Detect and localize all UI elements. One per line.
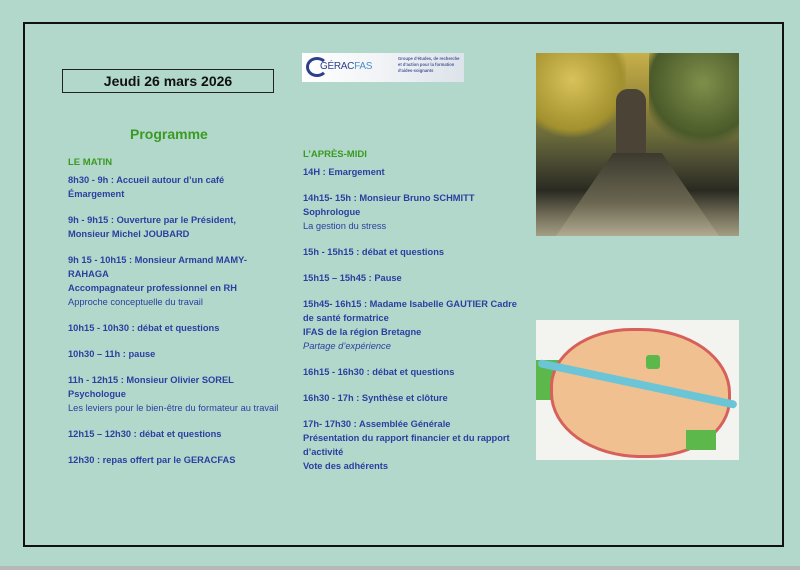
item-time-title: 15h - 15h15 : débat et questions	[303, 247, 445, 257]
schedule-item	[68, 253, 283, 309]
schedule-item	[303, 417, 518, 473]
schedule-item	[303, 165, 518, 179]
item-time-title: 16h30 - 17h : Synthèse et clôture	[303, 393, 448, 403]
item-time-title: 12h30 : repas offert par le GERACFAS	[68, 455, 236, 465]
item-speaker-role: Psychologue	[68, 389, 126, 399]
item-speaker-role: Sophrologue	[303, 207, 361, 217]
schedule-item	[303, 365, 518, 379]
schedule-item	[68, 347, 283, 361]
photo-pool	[556, 153, 719, 236]
item-time-title: 8h30 - 9h : Accueil autour d’un café	[68, 175, 225, 185]
event-date: Jeudi 26 mars 2026	[62, 69, 274, 93]
schedule-item	[303, 297, 518, 353]
logo-name-part1: GÉRAC	[320, 61, 355, 72]
geracfas-logo	[302, 53, 464, 82]
item-time-title: 17h- 17h30 : Assemblée Générale	[303, 419, 451, 429]
item-topic: Approche conceptuelle du travail	[68, 297, 203, 307]
schedule-item	[303, 271, 518, 285]
item-detail: Vote des adhérents	[303, 461, 389, 471]
item-time-title: 12h15 – 12h30 : débat et questions	[68, 429, 222, 439]
photo-fountain	[616, 89, 646, 155]
schedule-item	[303, 245, 518, 259]
item-detail: Monsieur Michel JOUBARD	[68, 229, 190, 239]
schedule-item	[303, 391, 518, 405]
map-park	[646, 355, 660, 369]
item-speaker-org: IFAS de la région Bretagne	[303, 327, 422, 337]
schedule-item	[68, 373, 283, 415]
item-topic: La gestion du stress	[303, 221, 387, 231]
schedule-item	[68, 213, 283, 241]
logo-name-part2: FAS	[354, 61, 373, 72]
bottom-strip	[0, 566, 800, 570]
item-time-title: 10h15 - 10h30 : débat et questions	[68, 323, 220, 333]
logo-tagline: Groupe d'études, de recherche et d'action pour la formation d'aides-soignants	[398, 56, 460, 73]
logo-name	[320, 61, 372, 72]
schedule-item	[68, 173, 283, 201]
schedule-item	[303, 191, 518, 233]
item-time-title: 15h15 – 15h45 : Pause	[303, 273, 402, 283]
map-park	[686, 430, 716, 450]
item-time-title: 9h 15 - 10h15 : Monsieur Armand MAMY-RAHAGA	[68, 255, 247, 279]
item-topic: Les leviers pour le bien-être du formateur au travail	[68, 403, 279, 413]
item-detail: Émargement	[68, 189, 125, 199]
photo-tree-left	[536, 53, 626, 143]
item-time-title: 14h15- 15h : Monsieur Bruno SCHMITT	[303, 193, 475, 203]
item-time-title: 10h30 – 11h : pause	[68, 349, 156, 359]
programme-title: Programme	[130, 126, 208, 142]
afternoon-title: L’APRÈS-MIDI	[303, 149, 367, 160]
schedule-item	[68, 427, 283, 441]
item-time-title: 9h - 9h15 : Ouverture par le Président,	[68, 215, 236, 225]
morning-column	[68, 156, 283, 479]
paris-map	[536, 320, 739, 460]
item-detail: Présentation du rapport financier et du rapport d’activité	[303, 433, 510, 457]
morning-title: LE MATIN	[68, 157, 113, 168]
item-time-title: 15h45- 16h15 : Madame Isabelle GAUTIER Cadre de santé formatrice	[303, 299, 517, 323]
item-time-title: 16h15 - 16h30 : débat et questions	[303, 367, 455, 377]
schedule-item	[68, 453, 283, 467]
item-topic: Partage d’expérience	[303, 341, 391, 351]
photo-tree-right	[649, 53, 739, 153]
item-speaker-role: Accompagnateur professionnel en RH	[68, 283, 237, 293]
fountain-photo	[536, 53, 739, 236]
afternoon-column	[303, 148, 518, 485]
item-time-title: 11h - 12h15 : Monsieur Olivier SOREL	[68, 375, 234, 385]
schedule-item	[68, 321, 283, 335]
item-time-title: 14H : Emargement	[303, 167, 385, 177]
